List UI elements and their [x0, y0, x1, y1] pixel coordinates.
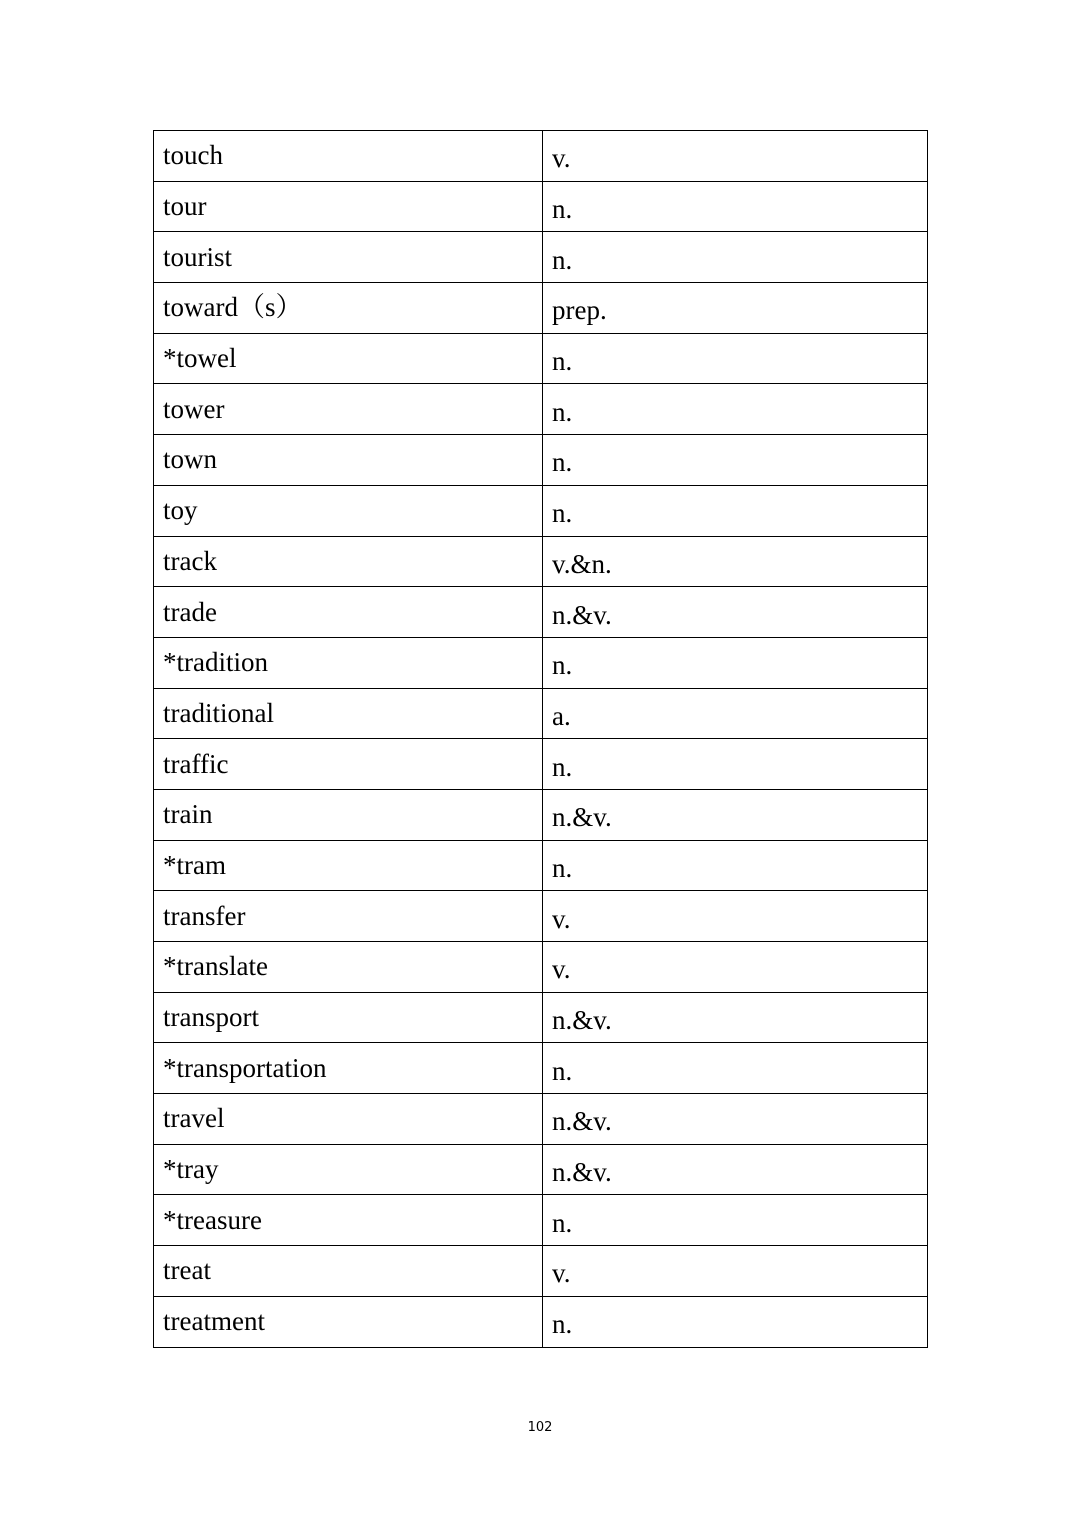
part-of-speech-cell: n. — [543, 739, 928, 790]
table-row — [154, 992, 928, 1043]
word-cell: tour — [154, 181, 543, 232]
word-cell: transfer — [154, 891, 543, 942]
table-row — [154, 435, 928, 486]
word-cell: *towel — [154, 333, 543, 384]
table-row — [154, 485, 928, 536]
word-cell: *treasure — [154, 1195, 543, 1246]
page-number: 102 — [527, 1420, 553, 1435]
word-cell: *tradition — [154, 637, 543, 688]
word-cell: *translate — [154, 942, 543, 993]
word-cell: tower — [154, 384, 543, 435]
table-row — [154, 1195, 928, 1246]
table-row — [154, 840, 928, 891]
part-of-speech-cell: n. — [543, 232, 928, 283]
table-row — [154, 789, 928, 840]
part-of-speech-cell: n.&v. — [543, 789, 928, 840]
table-row — [154, 587, 928, 638]
part-of-speech-cell: n.&v. — [543, 1094, 928, 1145]
part-of-speech-cell: v.&n. — [543, 536, 928, 587]
table-row — [154, 333, 928, 384]
part-of-speech-cell: n. — [543, 1296, 928, 1347]
word-cell: track — [154, 536, 543, 587]
part-of-speech-cell: v. — [543, 942, 928, 993]
part-of-speech-cell: n. — [543, 1043, 928, 1094]
word-cell: traditional — [154, 688, 543, 739]
word-cell: toy — [154, 485, 543, 536]
word-cell: transport — [154, 992, 543, 1043]
part-of-speech-cell: n.&v. — [543, 1144, 928, 1195]
table-row — [154, 739, 928, 790]
word-cell: toward（s） — [154, 283, 543, 334]
part-of-speech-cell: n. — [543, 435, 928, 486]
table-row — [154, 1144, 928, 1195]
part-of-speech-cell: n. — [543, 637, 928, 688]
part-of-speech-cell: n. — [543, 384, 928, 435]
part-of-speech-cell: n. — [543, 333, 928, 384]
table-row — [154, 891, 928, 942]
part-of-speech-cell: v. — [543, 891, 928, 942]
part-of-speech-cell: n. — [543, 485, 928, 536]
table-row — [154, 384, 928, 435]
table-row — [154, 232, 928, 283]
part-of-speech-cell: n. — [543, 1195, 928, 1246]
part-of-speech-cell: n. — [543, 181, 928, 232]
word-cell: train — [154, 789, 543, 840]
table-row — [154, 1296, 928, 1347]
part-of-speech-cell: n.&v. — [543, 992, 928, 1043]
vocabulary-table — [153, 130, 928, 1348]
part-of-speech-cell: v. — [543, 1246, 928, 1297]
table-row — [154, 1094, 928, 1145]
table-row — [154, 1043, 928, 1094]
table-row — [154, 131, 928, 182]
word-cell: *tram — [154, 840, 543, 891]
word-cell: traffic — [154, 739, 543, 790]
table-row — [154, 942, 928, 993]
word-cell: *transportation — [154, 1043, 543, 1094]
word-cell: town — [154, 435, 543, 486]
word-cell: *tray — [154, 1144, 543, 1195]
part-of-speech-cell: n. — [543, 840, 928, 891]
table-row — [154, 181, 928, 232]
table-row — [154, 688, 928, 739]
table-row — [154, 637, 928, 688]
part-of-speech-cell: v. — [543, 131, 928, 182]
word-cell: travel — [154, 1094, 543, 1145]
part-of-speech-cell: prep. — [543, 283, 928, 334]
table-row — [154, 1246, 928, 1297]
table-row — [154, 536, 928, 587]
word-cell: treat — [154, 1246, 543, 1297]
part-of-speech-cell: a. — [543, 688, 928, 739]
table-row — [154, 283, 928, 334]
vocabulary-table-body — [154, 131, 928, 1348]
word-cell: treatment — [154, 1296, 543, 1347]
word-cell: trade — [154, 587, 543, 638]
part-of-speech-cell: n.&v. — [543, 587, 928, 638]
word-cell: tourist — [154, 232, 543, 283]
word-cell: touch — [154, 131, 543, 182]
